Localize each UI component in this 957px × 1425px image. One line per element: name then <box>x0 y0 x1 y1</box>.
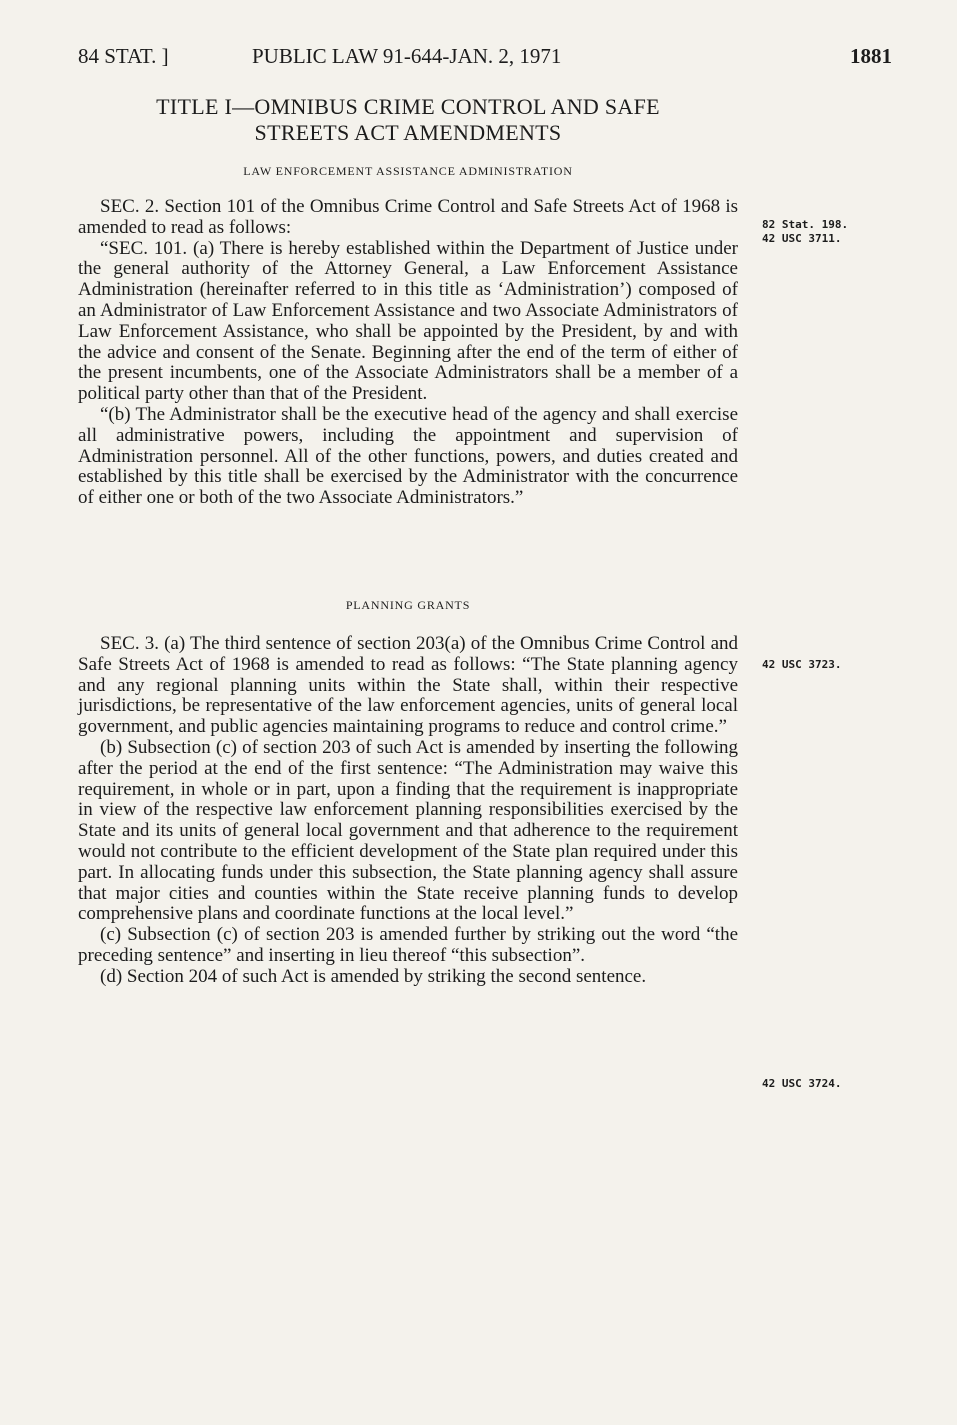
sec101-label: “SEC. <box>100 237 149 259</box>
section-heading-planning-grants: PLANNING GRANTS <box>345 598 471 612</box>
page-number: 1881 <box>850 44 892 68</box>
sec2-paragraph-2 <box>78 239 738 405</box>
margin-note-citation-2: 42 USC 3723. <box>762 658 842 671</box>
section-heading-law-enforcement: LAW ENFORCEMENT ASSISTANCE ADMINISTRATION <box>243 164 573 178</box>
running-header-law: PUBLIC LAW 91-644-JAN. 2, 1971 <box>252 44 562 68</box>
margin-note-stat: 82 Stat. 198. <box>762 218 849 231</box>
margin-note-citation-1 <box>762 218 848 246</box>
sec2-text: 2. Section 101 of the Omnibus Crime Control and Safe Streets Act of 1968 is amended to read as follows: <box>78 196 739 238</box>
sec3-paragraph-c: (c) Subsection (c) of section 203 is amended further by striking out the word “the preceding sentence” and inserting in lieu thereof “this subsection”. <box>78 924 738 966</box>
sec2-paragraph-3: “(b) The Administrator shall be the executive head of the agency and shall exercise all administrative powers, including the appointment and supervision of Administration personnel. All of the other functions, powers, and duties created and established by this title shall be exercised by the Administrator with the concurrence of either one or both of the two Associate Administrators.” <box>78 403 738 509</box>
sec3-paragraph-b: (b) Subsection (c) of section 203 of such Act is amended by inserting the following after the period at the end of the first sentence: “The Administration may waive this requirement, in whole or in part, upon a finding that the requirement is inappropriate in view of the respective law enforcement planning responsibilities exercised by the State and its units of general local government and that adherence to the requirement would not contribute to the efficient development of the State plan required under this part. In allocating funds under this subsection, the State planning agency shall assure that major cities and counties within the State receive planning funds to develop comprehensive plans and coordinate functions at the local level.” <box>78 736 738 925</box>
sec2-label: SEC. <box>100 196 140 217</box>
title-line-2: STREETS ACT AMENDMENTS <box>254 120 562 145</box>
running-header-volume: 84 STAT. ] <box>78 44 169 68</box>
margin-note-usc: 42 USC 3711. <box>762 232 842 245</box>
margin-note-citation-3: 42 USC 3724. <box>762 1077 842 1090</box>
sec101a-text: 101. (a) There is hereby established within the Department of Justice under the general authority of the Attorney General, a Law Enforcement Assistance Administration (hereinafter referred to in this title as ‘Administration’) composed of an Administrator of Law Enforcement Assistance and two Associate Administrators of Law Enforcement Assistance, who shall be appointed by the President, by and with the advice and consent of the Senate. Beginning after the end of the term of either of the present incumbents, one of the Associate Administrators shall be a member of a political party other than that of the President. <box>78 237 738 405</box>
title-line-1: TITLE I—OMNIBUS CRIME CONTROL AND SAFE <box>156 94 660 119</box>
sec3a-text: 3. (a) The third sentence of section 203(a) of the Omnibus Crime Control and Safe Streets Act of 1968 is amended to read as follows: “The State planning agency and any regional planning units within the State shall, within their respective jurisdictions, be representative of the law enforcement agencies, units of general local government, and public agencies maintaining programs to reduce and control crime.” <box>78 633 739 738</box>
sec3-paragraph-d: (d) Section 204 of such Act is amended by striking the second sentence. <box>100 965 647 987</box>
sec3-label: SEC. <box>100 633 140 654</box>
sec2-paragraph-1 <box>78 197 738 239</box>
sec3-paragraph-a <box>78 634 738 738</box>
section-3-block <box>78 634 738 988</box>
section-2-block <box>78 197 738 509</box>
page-title <box>78 94 738 146</box>
